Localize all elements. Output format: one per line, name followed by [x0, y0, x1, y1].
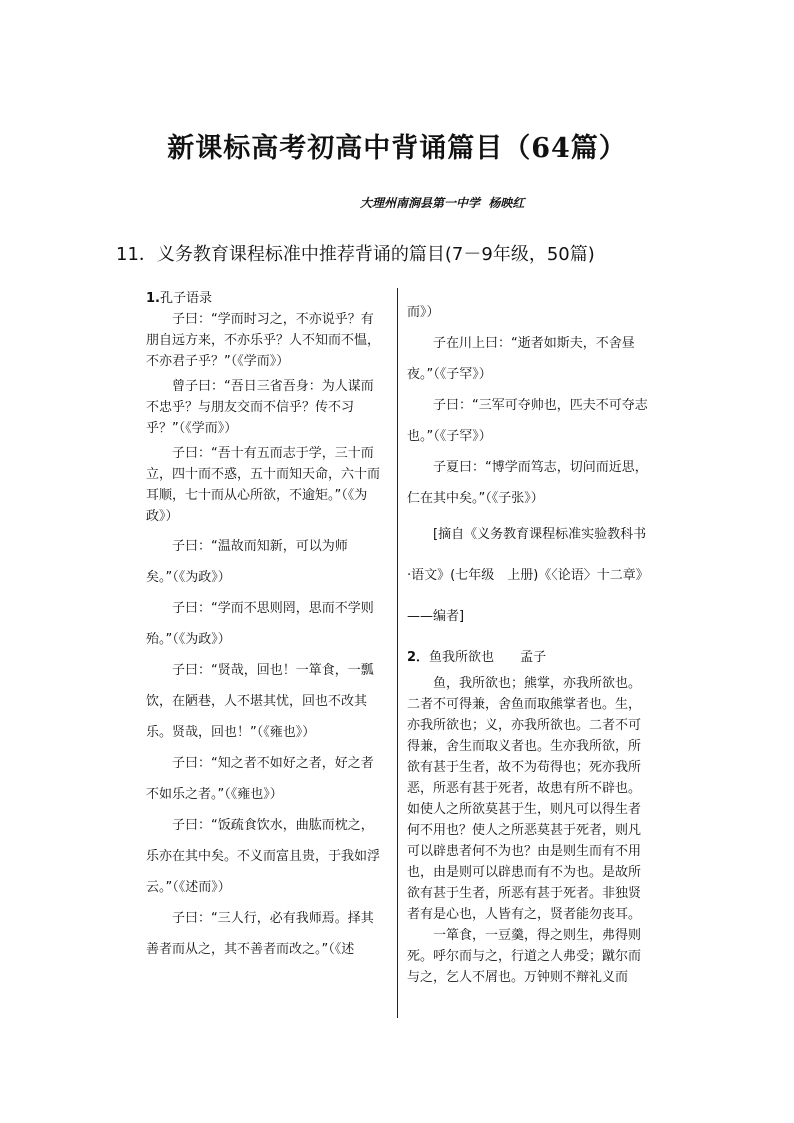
- quote-paragraph: 子曰：“三军可夺帅也，匹夫不可夺志也。”（《子罕》）: [407, 398, 648, 444]
- quote-paragraph: 子在川上曰：“逝者如斯夫，不舍昼夜。”（《子罕》）: [407, 336, 635, 382]
- item-title: 孔子语录: [159, 291, 212, 306]
- quote-paragraph: 子曰：“饭疏食饮水，曲肱而枕之，乐亦在其中矣。不义而富且贵，于我如浮云。”（《述而》）: [146, 818, 381, 895]
- author-line: 大理州南涧县第一中学 杨映红: [360, 196, 525, 210]
- prose-paragraph: 一箪食，一豆羹，得之则生，弗得则死。呼尔而与之，行道之人弗受；蹴尔而与之，乞人不屑也。万钟则不辩礼义而: [407, 928, 642, 985]
- quote-paragraph: 子曰：“学而不思则罔，思而不学则殆。”（《为政》）: [146, 601, 374, 647]
- section-heading: 11．义务教育课程标准中推荐背诵的篇目(7－9年级，50篇): [116, 244, 595, 265]
- item-heading: [146, 289, 386, 309]
- quote-paragraph: 子曰：“知之者不如好之者，好之者不如乐之者。”（《雍也》）: [146, 756, 374, 802]
- quote-paragraph: 子夏曰：“博学而笃志，切问而近思，仁在其中矣。”（《子张》）: [407, 460, 648, 506]
- quote-paragraph: 子曰：“学而时习之，不亦说乎？有朋自远方来，不亦乐乎？人不知而不愠，不亦君子乎？”（《学而》）: [146, 312, 381, 369]
- item-title: 鱼我所欲也: [429, 650, 495, 665]
- quote-paragraph: 子曰：“吾十有五而志于学，三十而立，四十而不惑，五十而知天命，六十而耳顺，七十而从心所欲，不逾矩。”（《为政》）: [146, 446, 381, 524]
- quote-paragraph: 曾子曰：“吾日三省吾身：为人谋而不忠乎？与朋友交而不信乎？传不习乎？”（《学而》）: [146, 379, 374, 436]
- left-column: [146, 289, 386, 965]
- item-heading: [407, 647, 649, 669]
- right-column: [407, 297, 649, 988]
- column-divider: [397, 288, 398, 1018]
- quote-paragraph: 子曰：“三人行，必有我师焉。择其善者而从之，其不善者而改之。”（《述: [146, 911, 374, 957]
- item-number: 1.: [146, 291, 160, 306]
- quote-paragraph: 子曰：“贤哉，回也！一箪食，一瓢饮，在陋巷，人不堪其忧，回也不改其乐。贤哉，回也！”（《雍也》）: [146, 663, 374, 740]
- page-title: 新课标高考初高中背诵篇目（64篇）: [167, 133, 627, 164]
- quote-paragraph: 子曰：“温故而知新，可以为师矣。”（《为政》）: [146, 539, 348, 585]
- quote-continuation: 而》）: [407, 305, 440, 320]
- item-author: 孟子: [520, 650, 547, 665]
- item-number: 2．: [407, 650, 430, 665]
- prose-paragraph: 鱼，我所欲也；熊掌，亦我所欲也。二者不可得兼，舍鱼而取熊掌者也。生，亦我所欲也；义，亦我所欲也。二者不可得兼，舍生而取义者也。生亦我所欲，所欲有甚于生者，故不为苟得也；死亦我所恶，所恶有甚于死者，故患有所不辟也。如使人之所欲莫甚于生，则凡可以得生者何不用也？使人之所恶莫甚于死者，则凡可以辟患者何不为也？由是则生而有不用也，由是则可以辟患而有不为也。是故所欲有甚于生者，所恶有甚于死者。非独贤者有是心也，人皆有之，贤者能勿丧耳。: [407, 676, 642, 922]
- source-note: [摘自《义务教育课程标准实验教科书·语文》(七年级 上册)《〈论语〉十二章》——编者]: [407, 527, 649, 624]
